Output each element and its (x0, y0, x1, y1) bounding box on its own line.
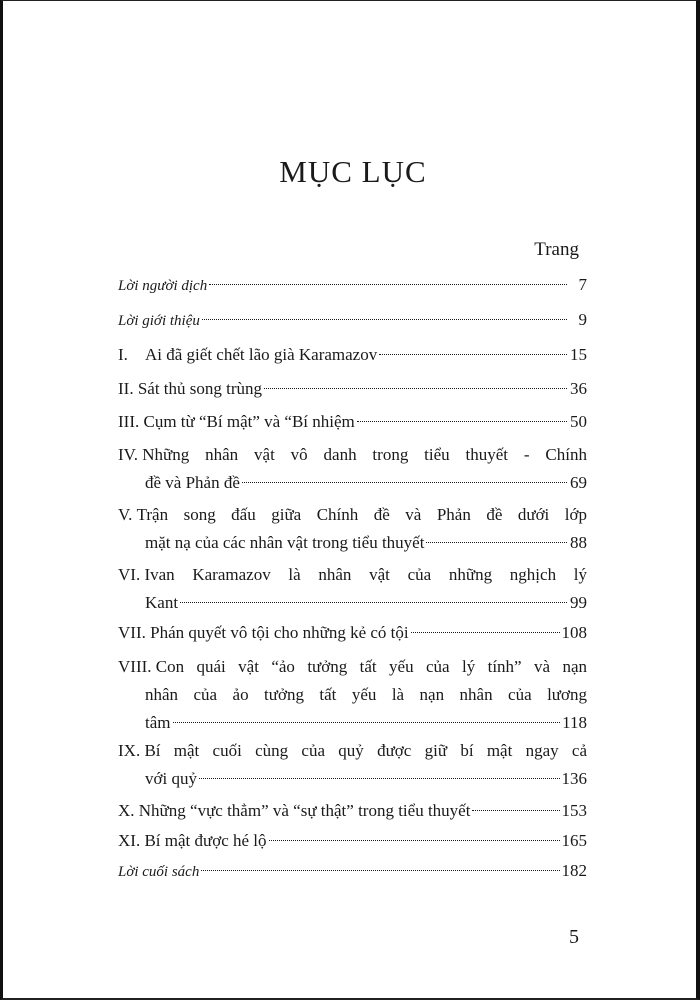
toc-entry-line (118, 797, 587, 825)
toc-entry-line (118, 271, 587, 299)
toc-entry-title: tâm (145, 713, 171, 732)
toc-entry[interactable] (118, 737, 587, 793)
dot-leader (379, 354, 567, 355)
toc-entry[interactable] (118, 857, 587, 885)
toc-entry-line (118, 341, 587, 369)
toc-entry[interactable] (118, 797, 587, 825)
toc-entry-line (118, 469, 587, 497)
toc-entry-page: 118 (562, 713, 587, 732)
toc-entry-number: IV. (118, 445, 143, 464)
toc-entry-title: Những “vực thẳm” và “sự thật” trong tiểu thuyết (138, 801, 471, 820)
toc-entry[interactable] (118, 306, 587, 334)
toc-entry-line (118, 737, 587, 765)
toc-entry-title: Ivan Karamazov là nhân vật của những nghịch lý (144, 565, 587, 584)
toc-entry-line (118, 306, 587, 334)
toc-entry-line (118, 619, 587, 647)
toc-entry[interactable] (118, 408, 587, 436)
toc-entry-title: Những nhân vật vô danh trong tiểu thuyết - Chính (142, 445, 587, 464)
toc-entry-page: 50 (570, 412, 587, 431)
toc-entry[interactable] (118, 341, 587, 369)
toc-entry-number: VIII. (118, 657, 156, 676)
toc-entry-number: V. (118, 505, 137, 524)
toc-entry-title: Cụm từ “Bí mật” và “Bí nhiệm (143, 412, 355, 431)
dot-leader (173, 722, 561, 723)
toc-entry-title: Ai đã giết chết lão già Karamazov (145, 345, 378, 364)
toc-entry-line (118, 441, 587, 469)
dot-leader (264, 388, 567, 389)
toc-entry[interactable] (118, 827, 587, 855)
toc-entry-number: XI. (118, 831, 145, 850)
toc-entry-number: VII. (118, 623, 151, 642)
dot-leader (202, 319, 567, 320)
toc-entry-title: Bí mật cuối cùng của quỷ được giữ bí mật ngay cả (144, 741, 587, 760)
toc-entry-line (118, 375, 587, 403)
toc-entry-title: Phán quyết vô tội cho những kẻ có tội (150, 623, 409, 642)
toc-entry-title: Trận song đấu giữa Chính đề và Phản đề dưới lớp (136, 505, 587, 524)
toc-entry-title: đề và Phản đề (145, 473, 240, 492)
page-column-label: Trang (534, 239, 579, 260)
toc-entry-line (118, 501, 587, 529)
toc-entry-number: VI. (118, 565, 145, 584)
toc-entry-line (118, 653, 587, 681)
toc-entry-line (118, 529, 587, 557)
toc-entry-title: mặt nạ của các nhân vật trong tiểu thuyết (145, 533, 425, 552)
dot-leader (426, 542, 567, 543)
toc-entry-page: 7 (578, 275, 587, 294)
dot-leader (201, 870, 559, 871)
dot-leader (269, 840, 560, 841)
toc-entry-title: Lời giới thiệu (118, 313, 200, 329)
toc-entry-title: Sát thủ song trùng (137, 379, 263, 398)
page-number: 5 (569, 926, 579, 948)
toc-entry-page: 99 (570, 593, 587, 612)
dot-leader (411, 632, 560, 633)
toc-entry-page: 36 (570, 379, 587, 398)
toc-entry-page: 136 (561, 769, 587, 788)
toc-entry[interactable] (118, 619, 587, 647)
toc-entry-line (118, 408, 587, 436)
toc-entry-line (118, 827, 587, 855)
toc-entry-number: I. (118, 345, 133, 364)
toc-entry-page: 108 (561, 623, 587, 642)
dot-leader (199, 778, 560, 779)
toc-entry[interactable] (118, 561, 587, 617)
toc-entry-number: X. (118, 801, 139, 820)
toc-entry-number: II. (118, 379, 138, 398)
toc-entry-title: với quỷ (145, 769, 197, 788)
toc-entry[interactable] (118, 375, 587, 403)
toc-entry-line (118, 589, 587, 617)
toc-entry-page: 182 (561, 861, 587, 880)
toc-entry-line (118, 681, 587, 709)
toc-entry-line (118, 857, 587, 885)
toc-entry-line (118, 765, 587, 793)
toc-entry-page: 165 (561, 831, 587, 850)
toc-entry-number: IX. (118, 741, 145, 760)
toc-entry-title: Kant (145, 593, 179, 612)
page-title: MỤC LỤC (279, 154, 427, 189)
toc-entry-page: 9 (578, 310, 587, 329)
dot-leader (242, 482, 567, 483)
toc-entry-title: Lời người dịch (118, 278, 208, 294)
toc-entry[interactable] (118, 501, 587, 557)
dot-leader (472, 810, 559, 811)
dot-leader (209, 284, 567, 285)
toc-entry-line (118, 709, 587, 737)
toc-entry-number: III. (118, 412, 144, 431)
toc-entry[interactable] (118, 271, 587, 299)
toc-entry-line (118, 561, 587, 589)
toc-entry-title: Bí mật được hé lộ (144, 831, 267, 850)
toc-entry-page: 153 (561, 801, 587, 820)
toc-entry[interactable] (118, 441, 587, 497)
toc-entry-title: Lời cuối sách (118, 864, 200, 880)
dot-leader (357, 421, 567, 422)
toc-entry-title: nhân của ảo tưởng tất yếu là nạn nhân của lương (145, 685, 587, 704)
toc-entry-page: 15 (570, 345, 587, 364)
toc-entry-page: 88 (570, 533, 587, 552)
toc-entry-page: 69 (570, 473, 587, 492)
dot-leader (180, 602, 567, 603)
toc-entry[interactable] (118, 653, 587, 737)
toc-entry-title: Con quái vật “ảo tưởng tất yếu của lý tính” và nạn (155, 657, 587, 676)
